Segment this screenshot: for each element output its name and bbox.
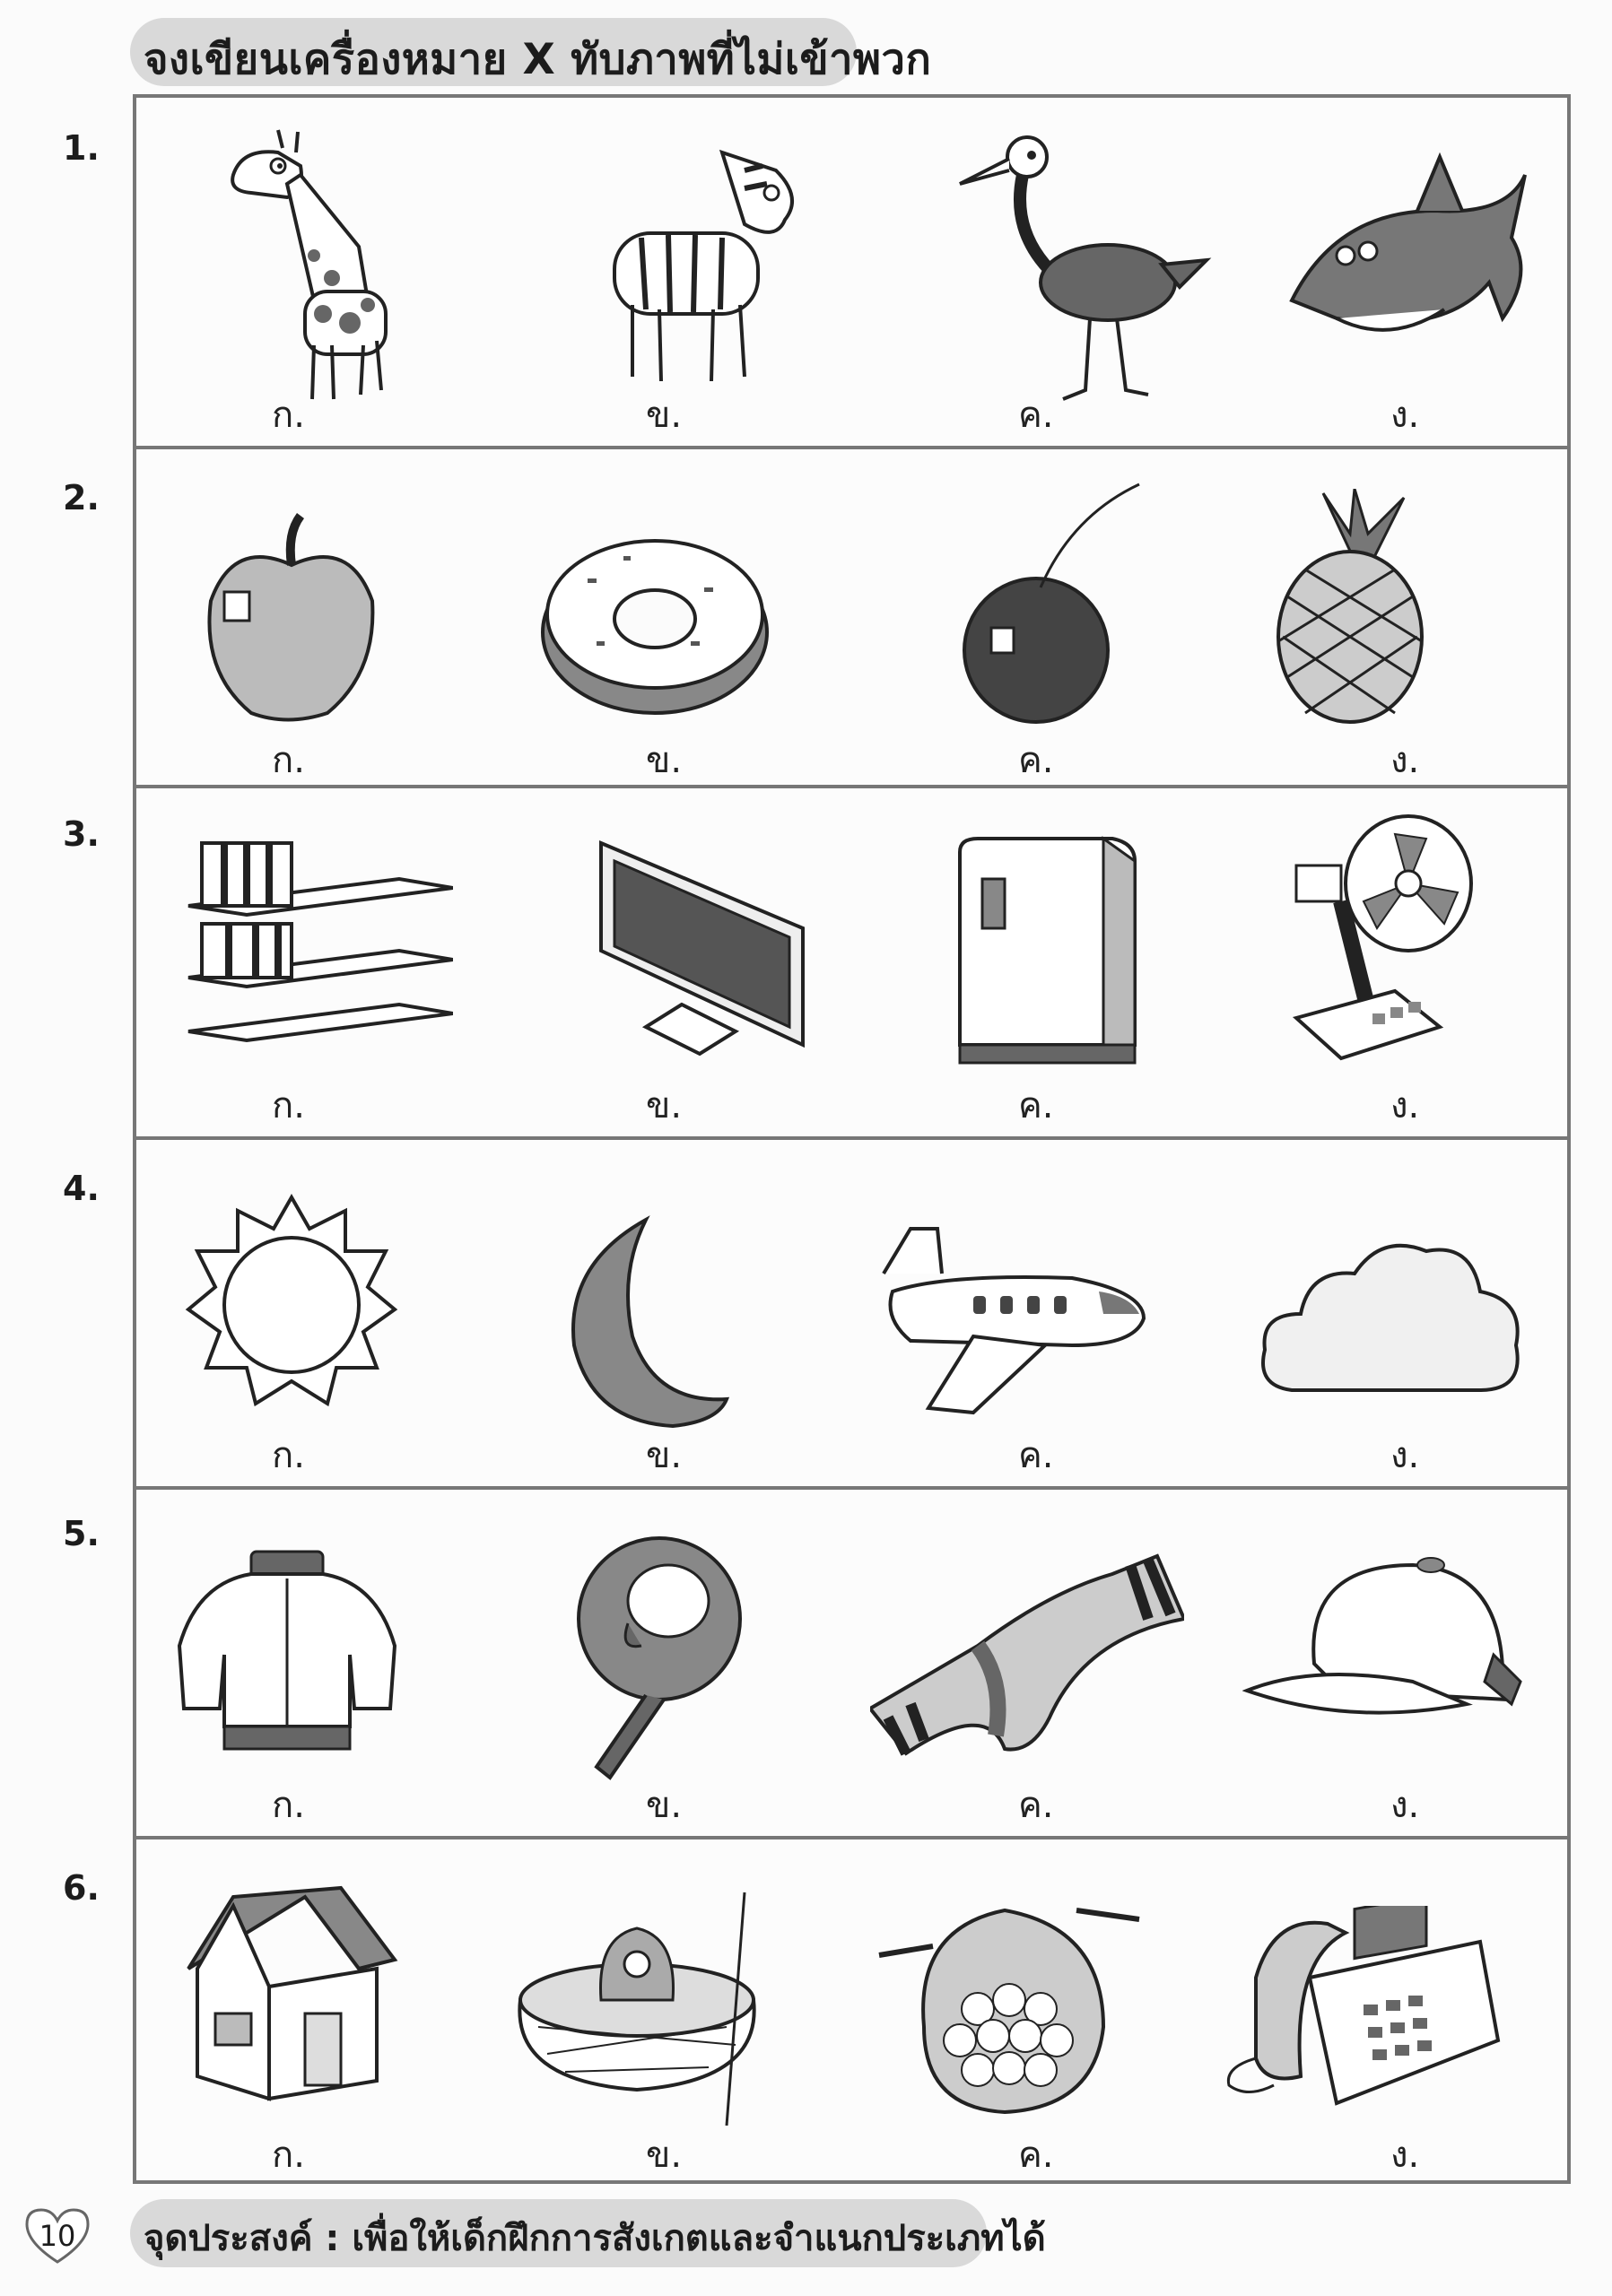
cap-icon[interactable]: [1242, 1547, 1525, 1753]
choice-label: ข.: [646, 1785, 683, 1826]
scarf-icon[interactable]: [870, 1538, 1184, 1762]
bookshelf-icon[interactable]: [184, 834, 453, 1054]
choice-label: ค.: [1018, 395, 1054, 436]
row-divider: [136, 1136, 1567, 1140]
choice-label: ข.: [646, 1435, 683, 1476]
television-icon[interactable]: [592, 839, 807, 1063]
choice-label: ข.: [646, 740, 683, 781]
zebra-icon[interactable]: [597, 135, 848, 404]
choice-label: ข.: [646, 395, 683, 436]
choice-label: ง.: [1390, 1435, 1420, 1476]
row-divider: [136, 1836, 1567, 1839]
electric-fan-icon[interactable]: [1287, 812, 1476, 1063]
choice-label: ง.: [1390, 395, 1420, 436]
telephone-icon[interactable]: [1220, 1906, 1507, 2112]
sun-icon[interactable]: [184, 1193, 399, 1408]
apple-icon[interactable]: [197, 511, 386, 726]
airplane-icon[interactable]: [875, 1211, 1153, 1417]
cherry-icon[interactable]: [937, 480, 1153, 726]
pineapple-icon[interactable]: [1269, 489, 1440, 731]
choice-label: ค.: [1018, 1435, 1054, 1476]
choice-label: ก.: [272, 1085, 305, 1126]
beehive-icon[interactable]: [870, 1892, 1148, 2117]
question-number: 4.: [63, 1169, 100, 1208]
choice-label: ก.: [272, 740, 305, 781]
hand-fan-icon[interactable]: [561, 1534, 758, 1785]
objective-text: จุดประสงค์ : เพื่อให้เด็กฝึกการสังเกตและจำแนกประเภทได้: [144, 2218, 1046, 2259]
choice-label: ก.: [272, 1435, 305, 1476]
row-divider: [136, 446, 1567, 449]
choice-label: ค.: [1018, 1085, 1054, 1126]
page-number-heart-icon: [23, 2206, 91, 2266]
choice-label: ค.: [1018, 740, 1054, 781]
donut-icon[interactable]: [534, 516, 776, 722]
instruction-text: จงเขียนเครื่องหมาย X ทับภาพที่ไม่เข้าพวก: [144, 35, 932, 84]
moon-icon[interactable]: [547, 1211, 736, 1435]
refrigerator-icon[interactable]: [951, 834, 1148, 1067]
choice-label: ง.: [1390, 740, 1420, 781]
choice-label: ก.: [272, 2135, 305, 2176]
giraffe-icon[interactable]: [215, 121, 449, 408]
choice-label: ง.: [1390, 2135, 1420, 2176]
choice-label: ค.: [1018, 1785, 1054, 1826]
choice-label: ค.: [1018, 2135, 1054, 2176]
choice-label: ก.: [272, 1785, 305, 1826]
choice-label: ก.: [272, 395, 305, 436]
question-number: 1.: [63, 128, 100, 168]
row-divider: [136, 1486, 1567, 1490]
choice-label: ง.: [1390, 1085, 1420, 1126]
house-icon[interactable]: [179, 1879, 404, 2103]
ostrich-icon[interactable]: [955, 130, 1224, 408]
choice-label: ข.: [646, 2135, 683, 2176]
question-number: 2.: [63, 478, 100, 517]
bird-nest-icon[interactable]: [502, 1874, 771, 2126]
choice-label: ง.: [1390, 1785, 1420, 1826]
choice-label: ข.: [646, 1085, 683, 1126]
shark-icon[interactable]: [1283, 139, 1543, 372]
cloud-icon[interactable]: [1256, 1224, 1525, 1404]
question-number: 5.: [63, 1514, 100, 1553]
question-number: 3.: [63, 814, 100, 854]
page-number: 10: [39, 2219, 76, 2253]
question-number: 6.: [63, 1868, 100, 1908]
jacket-icon[interactable]: [170, 1547, 404, 1762]
row-divider: [136, 785, 1567, 788]
